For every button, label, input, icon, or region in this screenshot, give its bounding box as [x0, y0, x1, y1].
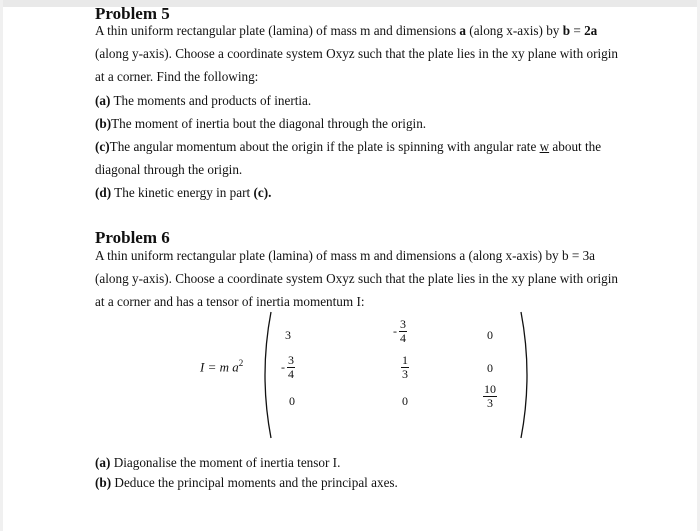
problem-5-title: Problem 5: [95, 4, 170, 23]
problem-6-line-2: (along y-axis). Choose a coordinate system Oxyz such that the plate lies in the xy plane with origin: [95, 271, 618, 286]
problem-5-part-d: (d) The kinetic energy in part (c).: [95, 185, 272, 200]
matrix-r3c3: $\frac{10}{3}$: [484, 382, 496, 410]
matrix-r1c1: 3: [285, 328, 291, 342]
page-left-edge: [0, 0, 3, 531]
matrix-r2c2: $\frac{1}{3}$: [402, 353, 408, 381]
right-parenthesis: [518, 310, 534, 440]
matrix-r3c2: 0: [402, 394, 408, 408]
problem-6-part-b: (b) Deduce the principal moments and the principal axes.: [95, 475, 398, 490]
problem-6-line-3: at a corner and has a tensor of inertia momentum I:: [95, 294, 365, 309]
problem-5-line-3: at a corner. Find the following:: [95, 69, 259, 84]
matrix-lhs: I = m $a^2$: [200, 358, 244, 375]
problem-6-title: Problem 6: [95, 228, 170, 247]
problem-5-part-c-cont: diagonal through the origin.: [95, 162, 243, 177]
matrix-r3c1: 0: [289, 394, 295, 408]
matrix-r2c1: - $\frac{3}{4}$: [281, 353, 294, 381]
problem-5-part-c: (c)The angular momentum about the origin if the plate is spinning with angular rate w about the: [95, 139, 602, 154]
problem-5-part-a: (a) The moments and products of inertia.: [95, 93, 312, 108]
inertia-tensor-matrix: [200, 310, 540, 440]
problem-5-line-2: (along y-axis). Choose a coordinate system Oxyz such that the plate lies in the xy plane with origin: [95, 46, 618, 61]
problem-6-part-a: (a) Diagonalise the moment of inertia tensor I.: [95, 455, 341, 470]
matrix-r2c3: 0: [487, 361, 493, 375]
matrix-r1c2: - $\frac{3}{4}$: [393, 317, 406, 345]
problem-5-line-1: A thin uniform rectangular plate (lamina) of mass m and dimensions a (along x-axis) by b = 2a: [95, 23, 598, 38]
problem-5-part-b: (b)The moment of inertia bout the diagonal through the origin.: [95, 116, 427, 131]
matrix-r1c3: 0: [487, 328, 493, 342]
problem-6-line-1: A thin uniform rectangular plate (lamina) of mass m and dimensions a (along x-axis) by b = 3a: [95, 248, 596, 263]
